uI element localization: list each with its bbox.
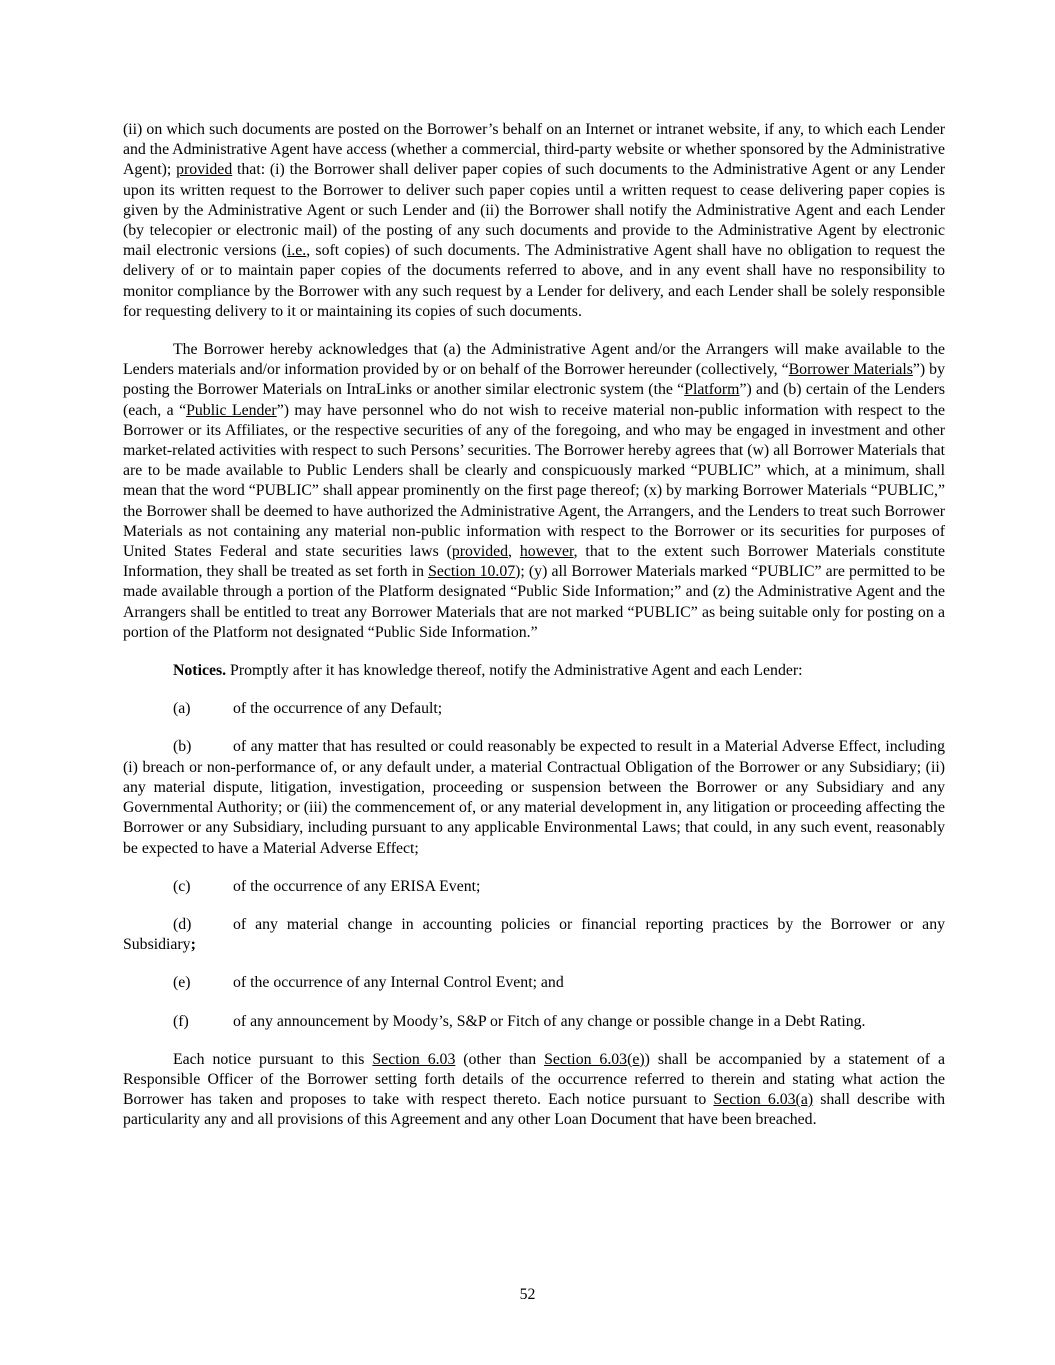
text-run: The Borrower hereby acknowledges that (a) the Administrative Agent and/or the Arrangers will make available to the Lenders materials and/or information provided by or on behalf of the Borrower hereunder (collectively, “ <box>123 341 945 379</box>
text-run: of the occurrence of any Internal Control Event; and <box>233 974 564 992</box>
text-run: (other than <box>455 1050 545 1068</box>
text-run: , that to the extent such Borrower Materials constitute Information, they shall be treated as set forth in <box>123 543 945 581</box>
text-run: ) shall be accompanied by a statement of a Responsible Officer of the Borrower setting forth details of the occurrence referred to therein and stating what action the Borrower has taken and proposes to take with respect thereto. Each notice pursuant to <box>123 1050 945 1109</box>
text-run: of the occurrence of any Default; <box>233 700 443 718</box>
list-item-label: (b) <box>173 738 192 756</box>
paragraph-borrower-acknowledgement <box>123 340 945 643</box>
text-run: Promptly after it has knowledge thereof, notify the Administrative Agent and each Lender: <box>226 662 803 680</box>
text-run: of any announcement by Moody’s, S&P or Fitch of any change or possible change in a Debt Rating. <box>233 1012 866 1030</box>
text-run: , <box>508 543 520 561</box>
paragraph-text <box>123 1051 945 1129</box>
list-item-text <box>123 738 945 856</box>
text-run: shall describe with particularity any and all provisions of this Agreement and any other Loan Document that have been breached. <box>123 1091 945 1129</box>
text-run: Section 10.07 <box>428 563 516 581</box>
text-run: (ii) on which such documents are posted on the Borrower’s behalf on an Internet or intranet website, if any, to which each Lender and the Administrative Agent have access (whether a commercial, third-party website or whether sponsored by the Administrative Agent); <box>123 121 945 179</box>
paragraph-notices-heading <box>123 661 945 681</box>
list-item-label: (e) <box>173 974 191 992</box>
page-content <box>123 120 945 1149</box>
text-run: provided <box>176 161 233 179</box>
list-item-text <box>233 700 442 717</box>
paragraph-continuation <box>123 120 945 322</box>
text-run: Public Lender <box>186 401 277 419</box>
list-item-text <box>233 974 564 991</box>
text-run: , soft copies) of such documents. The Administrative Agent shall have no obligation to request the delivery of or to maintain paper copies of the documents referred to above, and in any event shall have no responsibility to monitor compliance by the Borrower with any such request by a Lender for delivery, and each Lender shall be solely responsible for requesting delivery to it or maintaining its copies of such documents. <box>123 242 945 320</box>
text-run: ”) may have personnel who do not wish to receive material non-public information with respect to the Borrower or its Affiliates, or the respective securities of any of the foregoing, and who may be engaged in investment and other market-related activities with respect to such Persons’ securities. The Borrower hereby agrees that (w) all Borrower Materials that are to be made available to Public Lenders shall be clearly and conspicuously marked “PUBLIC” which, at a minimum, shall mean that the word “PUBLIC” shall appear prominently on the first page thereof; (x) by marking Borrower Materials “PUBLIC,” the Borrower shall be deemed to have authorized the Administrative Agent, the Arrangers, and the Lenders to treat such Borrower Materials as not containing any material non-public information with respect to the Borrower or its securities for purposes of United States Federal and state securities laws ( <box>123 401 945 561</box>
text-run: i.e. <box>286 242 307 260</box>
paragraph-text <box>123 121 945 320</box>
text-run: however <box>519 543 574 561</box>
page-footer <box>0 1285 1055 1305</box>
list-item-a <box>123 699 945 719</box>
list-item-f <box>123 1012 945 1032</box>
list-item-label: (a) <box>173 700 191 718</box>
page-number: 52 <box>519 1286 536 1303</box>
text-run: of any material change in accounting policies or financial reporting practices by the Borrower or any Subsidiary <box>123 915 945 954</box>
list-item-c <box>123 877 945 897</box>
text-run: ”) and (b) certain of the Lenders (each, a “ <box>123 381 945 419</box>
list-item-e <box>123 973 945 993</box>
list-item-label: (f) <box>173 1012 189 1030</box>
text-run: Section 6.03(e) <box>544 1050 645 1068</box>
list-item-label: (d) <box>173 915 192 933</box>
text-run: Each notice pursuant to this <box>173 1050 373 1068</box>
list-item-text <box>233 878 480 895</box>
list-item-label: (c) <box>173 877 191 895</box>
list-item-text <box>123 916 945 953</box>
text-run: ; <box>190 936 196 954</box>
text-run: Notices. <box>173 662 227 680</box>
text-run: ); (y) all Borrower Materials marked “PUBLIC” are permitted to be made available through a portion of the Platform designated “Public Side Information;” and (z) the Administrative Agent and the Arrangers shall be entitled to treat any Borrower Materials that are not marked “PUBLIC” as being suitable only for posting on a portion of the Platform not designated “Public Side Information.” <box>123 563 945 641</box>
text-run: of the occurrence of any ERISA Event; <box>233 877 481 895</box>
text-run: Section 6.03 <box>372 1050 456 1068</box>
text-run: that: (i) the Borrower shall deliver paper copies of such documents to the Administrative Agent or any Lender upon its written request to the Borrower to deliver such paper copies until a written request to cease delivering paper copies is given by the Administrative Agent or such Lender and (ii) the Borrower shall notify the Administrative Agent and each Lender (by telecopier or electronic mail) of the posting of any such documents and provide to the Administrative Agent by electronic mail electronic versions ( <box>123 161 945 260</box>
paragraph-text <box>123 341 945 641</box>
paragraph-text <box>173 662 803 679</box>
paragraph-notice-requirements <box>123 1050 945 1131</box>
text-run: Section 6.03(a) <box>713 1091 814 1109</box>
text-run: provided <box>451 543 509 561</box>
list-item-d <box>123 915 945 955</box>
list-item-b <box>123 737 945 858</box>
text-run: Borrower Materials <box>788 361 913 379</box>
text-run: of any matter that has resulted or could reasonably be expected to result in a Material Adverse Effect, including (i) breach or non-performance of, or any default under, a material Contractual Obligation of the Borrower or any Subsidiary; (ii) any material dispute, litigation, investigation, proceeding or suspension between the Borrower or any Subsidiary and any Governmental Authority; or (iii) the commencement of, or any material development in, any litigation or proceeding affecting the Borrower or any Subsidiary, including pursuant to any applicable Environmental Laws; that could, in any such event, reasonably be expected to have a Material Adverse Effect; <box>123 738 945 857</box>
text-run: Platform <box>684 381 740 399</box>
text-run: ”) by posting the Borrower Materials on IntraLinks or another similar electronic system (the “ <box>123 361 945 399</box>
list-item-text <box>233 1013 865 1030</box>
